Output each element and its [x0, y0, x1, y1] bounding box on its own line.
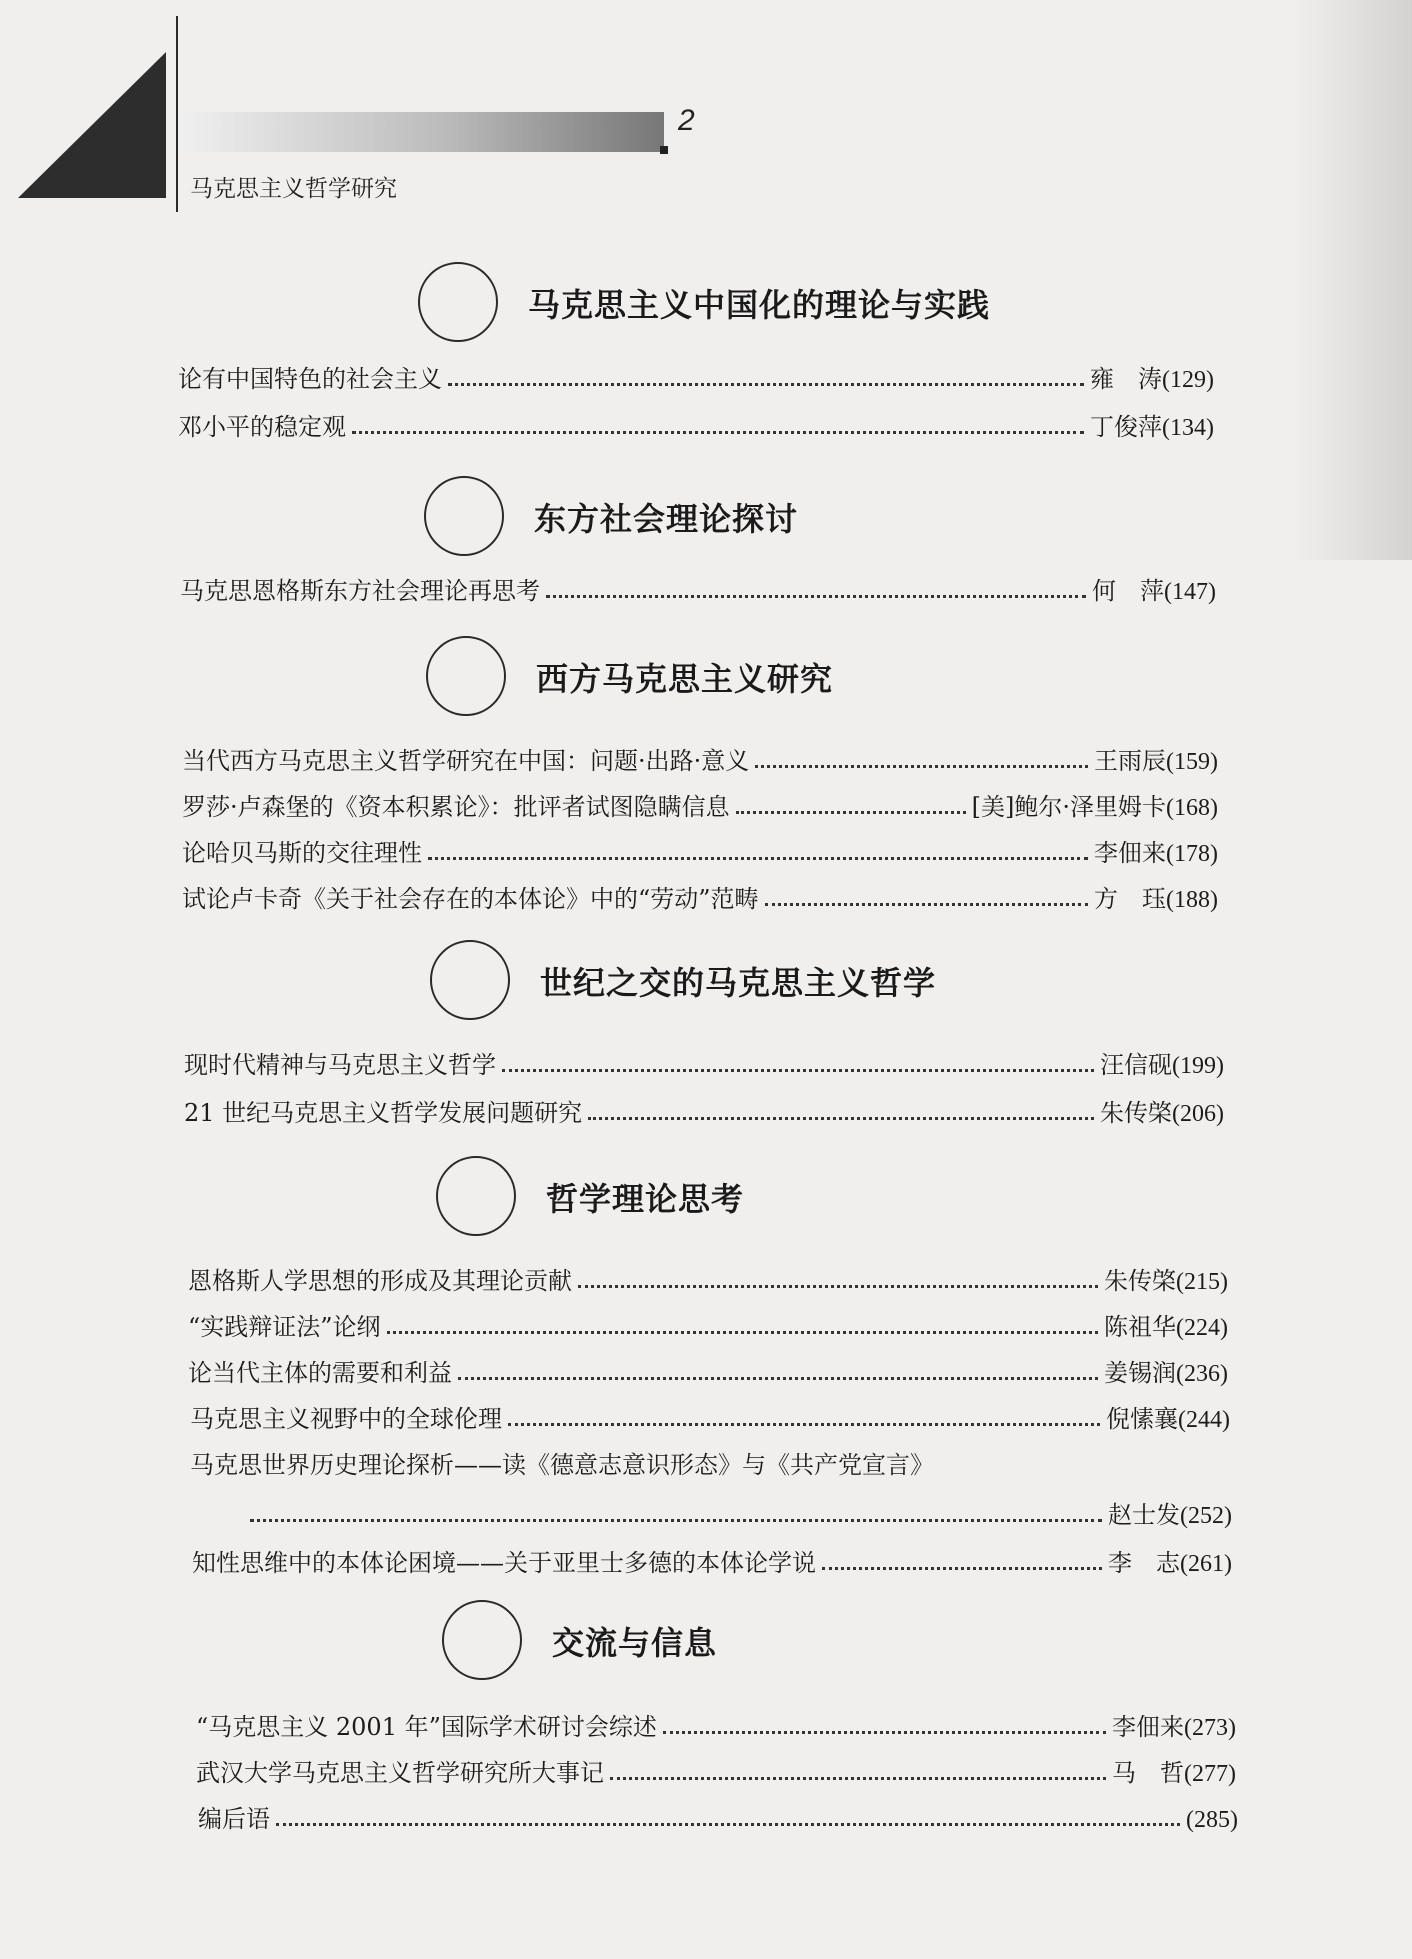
entry-page: (252)	[1180, 1503, 1232, 1529]
section-circle-icon	[418, 262, 498, 342]
toc-entry	[198, 1794, 1238, 1834]
toc-entry	[182, 736, 1218, 776]
entry-page: (244)	[1178, 1407, 1230, 1433]
toc-entry	[192, 1538, 1232, 1578]
bleed-through-shadow	[1292, 0, 1412, 560]
entry-title: 试论卢卡奇《关于社会存在的本体论》中的“劳动”范畴	[182, 885, 759, 913]
leader-dots	[448, 383, 1084, 386]
entry-author: 李佃来	[1094, 839, 1167, 867]
entry-author: 王雨辰	[1094, 747, 1167, 775]
entry-author: 李 志	[1108, 1549, 1181, 1577]
entry-title: 21 世纪马克思主义哲学发展问题研究	[184, 1099, 583, 1127]
entry-title: “马克思主义 2001 年”国际学术研讨会综述	[196, 1713, 657, 1741]
entry-page: (277)	[1184, 1761, 1236, 1787]
toc-entry	[182, 874, 1218, 914]
entry-author: 汪信砚	[1100, 1051, 1173, 1079]
header-bar-marker	[660, 146, 668, 154]
entry-title: 编后语	[198, 1805, 270, 1833]
leader-dots	[387, 1331, 1098, 1334]
leader-dots	[502, 1069, 1094, 1072]
entry-page: (236)	[1176, 1361, 1228, 1387]
header-triangle-decoration	[18, 52, 166, 198]
entry-page: (188)	[1166, 887, 1218, 913]
entry-title: 论哈贝马斯的交往理性	[182, 839, 422, 867]
entry-author: 赵士发	[1108, 1501, 1181, 1529]
entry-author: 陈祖华	[1104, 1313, 1177, 1341]
leader-dots	[276, 1823, 1180, 1826]
toc-entry	[178, 402, 1214, 442]
toc-entry	[182, 782, 1218, 822]
toc-entry	[184, 1088, 1224, 1128]
section-circle-icon	[430, 940, 510, 1020]
toc-entry	[188, 1256, 1228, 1296]
entry-author: 雍 涛	[1090, 365, 1163, 393]
leader-dots	[736, 811, 966, 814]
toc-entry	[184, 1040, 1224, 1080]
entry-page: (134)	[1162, 415, 1214, 441]
toc-entry-first-line	[190, 1440, 1230, 1480]
page-number: 2	[678, 104, 695, 137]
entry-author: 马 哲	[1112, 1759, 1185, 1787]
section-circle-icon	[442, 1600, 522, 1680]
leader-dots	[578, 1285, 1098, 1288]
entry-page: (199)	[1172, 1053, 1224, 1079]
entry-page: (168)	[1166, 795, 1218, 821]
entry-page: (285)	[1186, 1807, 1238, 1833]
entry-page: (273)	[1184, 1715, 1236, 1741]
entry-author: 姜锡润	[1104, 1359, 1177, 1387]
entry-author: 倪愫襄	[1106, 1405, 1179, 1433]
leader-dots	[755, 765, 1088, 768]
header-gradient-bar	[178, 112, 664, 152]
entry-title: 邓小平的稳定观	[178, 413, 346, 441]
section-title: 交流与信息	[552, 1624, 718, 1662]
section-circle-icon	[426, 636, 506, 716]
journal-title: 马克思主义哲学研究	[190, 176, 397, 202]
section-title: 东方社会理论探讨	[534, 500, 799, 538]
entry-title: 现时代精神与马克思主义哲学	[184, 1051, 496, 1079]
entry-page: (215)	[1176, 1269, 1228, 1295]
entry-page: (224)	[1176, 1315, 1228, 1341]
section-circle-icon	[436, 1156, 516, 1236]
leader-dots	[765, 903, 1088, 906]
entry-author: 方 珏	[1094, 885, 1167, 913]
entry-page: (147)	[1164, 579, 1216, 605]
entry-title: 武汉大学马克思主义哲学研究所大事记	[196, 1759, 604, 1787]
toc-entry	[180, 566, 1216, 606]
entry-page: (206)	[1172, 1101, 1224, 1127]
leader-dots	[822, 1567, 1102, 1570]
leader-dots	[428, 857, 1088, 860]
entry-title: 论有中国特色的社会主义	[178, 365, 442, 393]
entry-title: “实践辩证法”论纲	[188, 1313, 381, 1341]
leader-dots	[588, 1117, 1094, 1120]
entry-author: 丁俊萍	[1090, 413, 1163, 441]
entry-page: (159)	[1166, 749, 1218, 775]
toc-entry	[190, 1394, 1230, 1434]
leader-dots	[508, 1423, 1100, 1426]
entry-page: (178)	[1166, 841, 1218, 867]
leader-dots	[250, 1519, 1102, 1522]
leader-dots	[663, 1731, 1106, 1734]
section-title: 世纪之交的马克思主义哲学	[540, 964, 937, 1002]
leader-dots	[458, 1377, 1098, 1380]
toc-entry	[196, 1702, 1236, 1742]
toc-entry	[182, 828, 1218, 868]
entry-author: 朱传棨	[1100, 1099, 1173, 1127]
entry-title: 当代西方马克思主义哲学研究在中国：问题·出路·意义	[182, 747, 750, 775]
entry-title: 马克思恩格斯东方社会理论再思考	[180, 577, 540, 605]
entry-title: 罗莎·卢森堡的《资本积累论》：批评者试图隐瞒信息	[182, 793, 730, 821]
section-title: 哲学理论思考	[546, 1180, 745, 1218]
toc-entry	[188, 1302, 1228, 1342]
entry-title: 马克思世界历史理论探析——读《德意志意识形态》与《共产党宣言》	[190, 1451, 934, 1479]
toc-entry	[188, 1348, 1228, 1388]
toc-entry-continuation	[250, 1490, 1232, 1530]
section-title: 西方马克思主义研究	[536, 660, 834, 698]
leader-dots	[546, 595, 1086, 598]
toc-entry	[196, 1748, 1236, 1788]
entry-title: 恩格斯人学思想的形成及其理论贡献	[188, 1267, 572, 1295]
entry-author: 李佃来	[1112, 1713, 1185, 1741]
toc-entry	[178, 354, 1214, 394]
leader-dots	[610, 1777, 1106, 1780]
section-title: 马克思主义中国化的理论与实践	[528, 286, 991, 324]
entry-author: [美]鲍尔·泽里姆卡	[971, 793, 1167, 821]
entry-title: 论当代主体的需要和利益	[188, 1359, 452, 1387]
entry-page: (129)	[1162, 367, 1214, 393]
leader-dots	[352, 431, 1084, 434]
entry-author: 何 萍	[1092, 577, 1165, 605]
section-circle-icon	[424, 476, 504, 556]
entry-author: 朱传棨	[1104, 1267, 1177, 1295]
entry-title: 知性思维中的本体论困境——关于亚里士多德的本体论学说	[192, 1549, 816, 1577]
entry-title: 马克思主义视野中的全球伦理	[190, 1405, 502, 1433]
entry-page: (261)	[1180, 1551, 1232, 1577]
